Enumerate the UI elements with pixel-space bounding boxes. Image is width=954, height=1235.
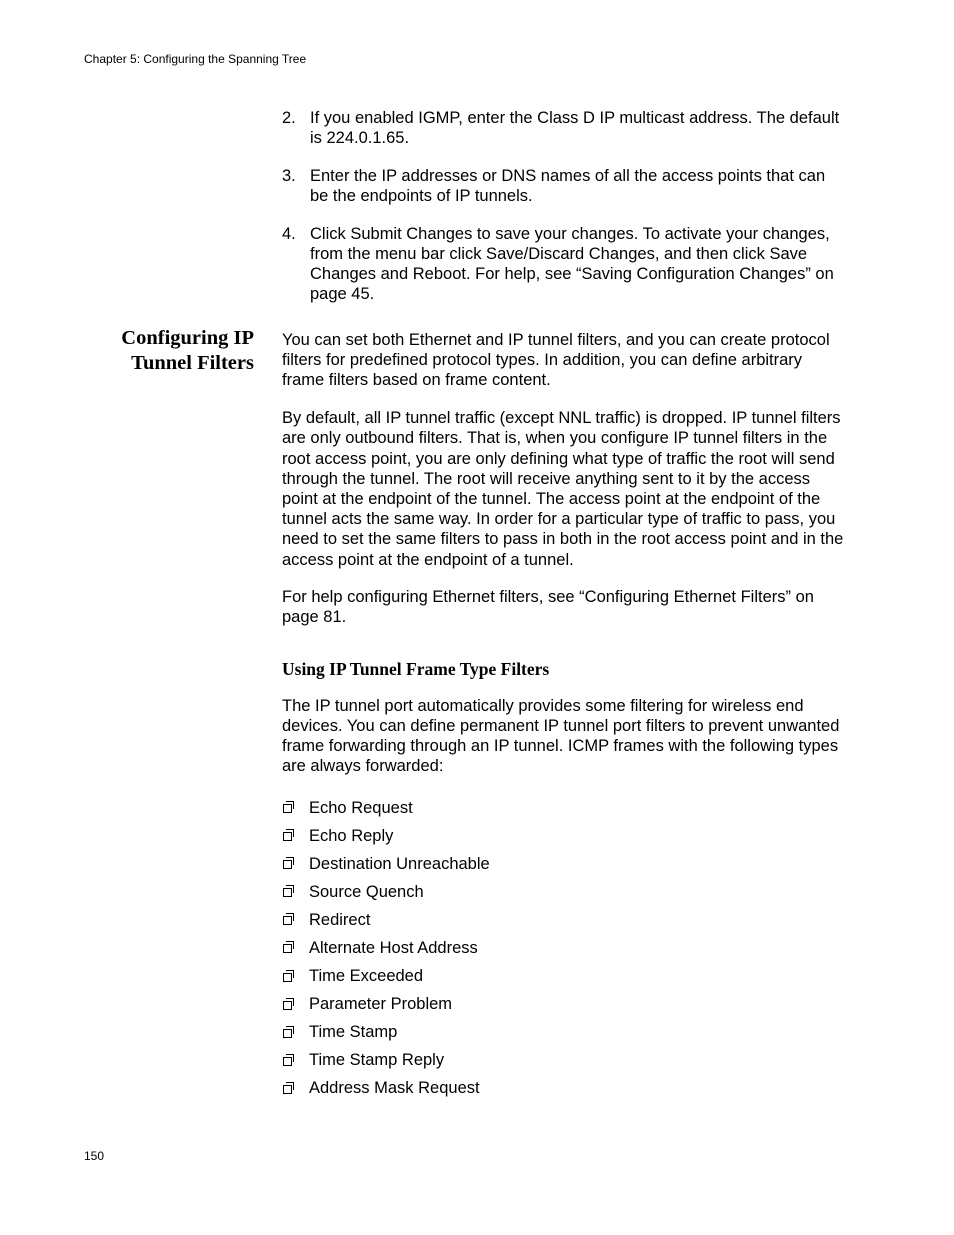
step-number: 3. <box>282 166 296 185</box>
list-item-label: Source Quench <box>309 882 424 901</box>
checkbox-bullet-icon <box>282 998 309 1012</box>
list-item <box>282 906 844 934</box>
list-item-label: Alternate Host Address <box>309 938 478 957</box>
step-text: Enter the IP addresses or DNS names of all the access points that can be the endpoints of IP tunnels. <box>310 166 826 206</box>
list-item <box>282 850 844 878</box>
checkbox-bullet-icon <box>282 885 309 899</box>
page-number: 150 <box>84 1149 105 1163</box>
step-item <box>282 224 842 305</box>
list-item <box>282 822 844 850</box>
step-text: If you enabled IGMP, enter the Class D IP multicast address. The default is 224.0.1.65. <box>310 109 840 148</box>
list-item-label: Redirect <box>309 910 371 929</box>
list-item <box>282 794 844 822</box>
section-body <box>282 330 844 1103</box>
checkbox-bullet-icon <box>282 1082 309 1096</box>
step-item <box>282 108 842 148</box>
body-paragraph: The IP tunnel port automatically provides some filtering for wireless end devices. You can define permanent IP tunnel port filters to prevent unwanted frame forwarding through an IP tunnel. ICMP frames with the following types are always forwarded: <box>282 696 840 776</box>
checkbox-bullet-icon <box>282 1026 309 1040</box>
checkbox-bullet-icon <box>282 970 309 984</box>
section-heading <box>54 326 254 376</box>
section-heading-line: Configuring IP <box>121 327 254 349</box>
checkbox-bullet-icon <box>282 801 309 815</box>
checkbox-bullet-icon <box>282 829 309 843</box>
step-text: Click Submit Changes to save your changes. To activate your changes, from the menu bar click Save/Discard Changes, and then click Save Changes and Reboot. For help, see “Saving Configuration Changes” on page 45. <box>310 224 834 304</box>
list-item-label: Time Exceeded <box>309 967 424 986</box>
list-item-label: Address Mask Request <box>309 1079 480 1098</box>
list-item <box>282 934 844 962</box>
running-header: Chapter 5: Configuring the Spanning Tree <box>84 52 307 66</box>
checkbox-bullet-icon <box>282 857 309 871</box>
list-item-label: Echo Request <box>309 798 413 817</box>
checkbox-bullet-icon <box>282 1054 309 1068</box>
icmp-type-list <box>282 794 844 1103</box>
list-item-label: Parameter Problem <box>309 995 453 1014</box>
section-heading-line: Tunnel Filters <box>131 352 254 374</box>
checkbox-bullet-icon <box>282 941 309 955</box>
list-item-label: Time Stamp Reply <box>309 1051 445 1070</box>
step-number: 2. <box>282 109 296 127</box>
step-number: 4. <box>282 224 296 243</box>
list-item <box>282 1075 844 1103</box>
list-item <box>282 878 844 906</box>
subsection-heading: Using IP Tunnel Frame Type Filters <box>282 658 550 679</box>
list-item-label: Echo Reply <box>309 826 394 845</box>
body-paragraph: By default, all IP tunnel traffic (except NNL traffic) is dropped. IP tunnel filters are only outbound filters. That is, when you configure IP tunnel filters in the root access point, you are only defining what type of traffic the root will send through the tunnel. The root will receive anything sent to it by the access point at the endpoint of the tunnel. The access point at the endpoint of the tunnel acts the same way. In order for a particular type of traffic to pass, you need to set the same filters to pass in both in the root access point and in the access point at the endpoint of a tunnel. <box>282 409 844 569</box>
checkbox-bullet-icon <box>282 913 309 927</box>
list-item <box>282 1047 844 1075</box>
step-list <box>282 108 842 322</box>
list-item <box>282 963 844 991</box>
list-item-label: Time Stamp <box>309 1023 398 1042</box>
step-item <box>282 166 842 206</box>
body-paragraph: For help configuring Ethernet filters, see “Configuring Ethernet Filters” on page 81. <box>282 588 814 627</box>
list-item <box>282 991 844 1019</box>
list-item <box>282 1019 844 1047</box>
list-item-label: Destination Unreachable <box>309 854 490 873</box>
body-paragraph: You can set both Ethernet and IP tunnel filters, and you can create protocol filters for predefined protocol types. In addition, you can define arbitrary frame filters based on frame content. <box>282 331 830 390</box>
